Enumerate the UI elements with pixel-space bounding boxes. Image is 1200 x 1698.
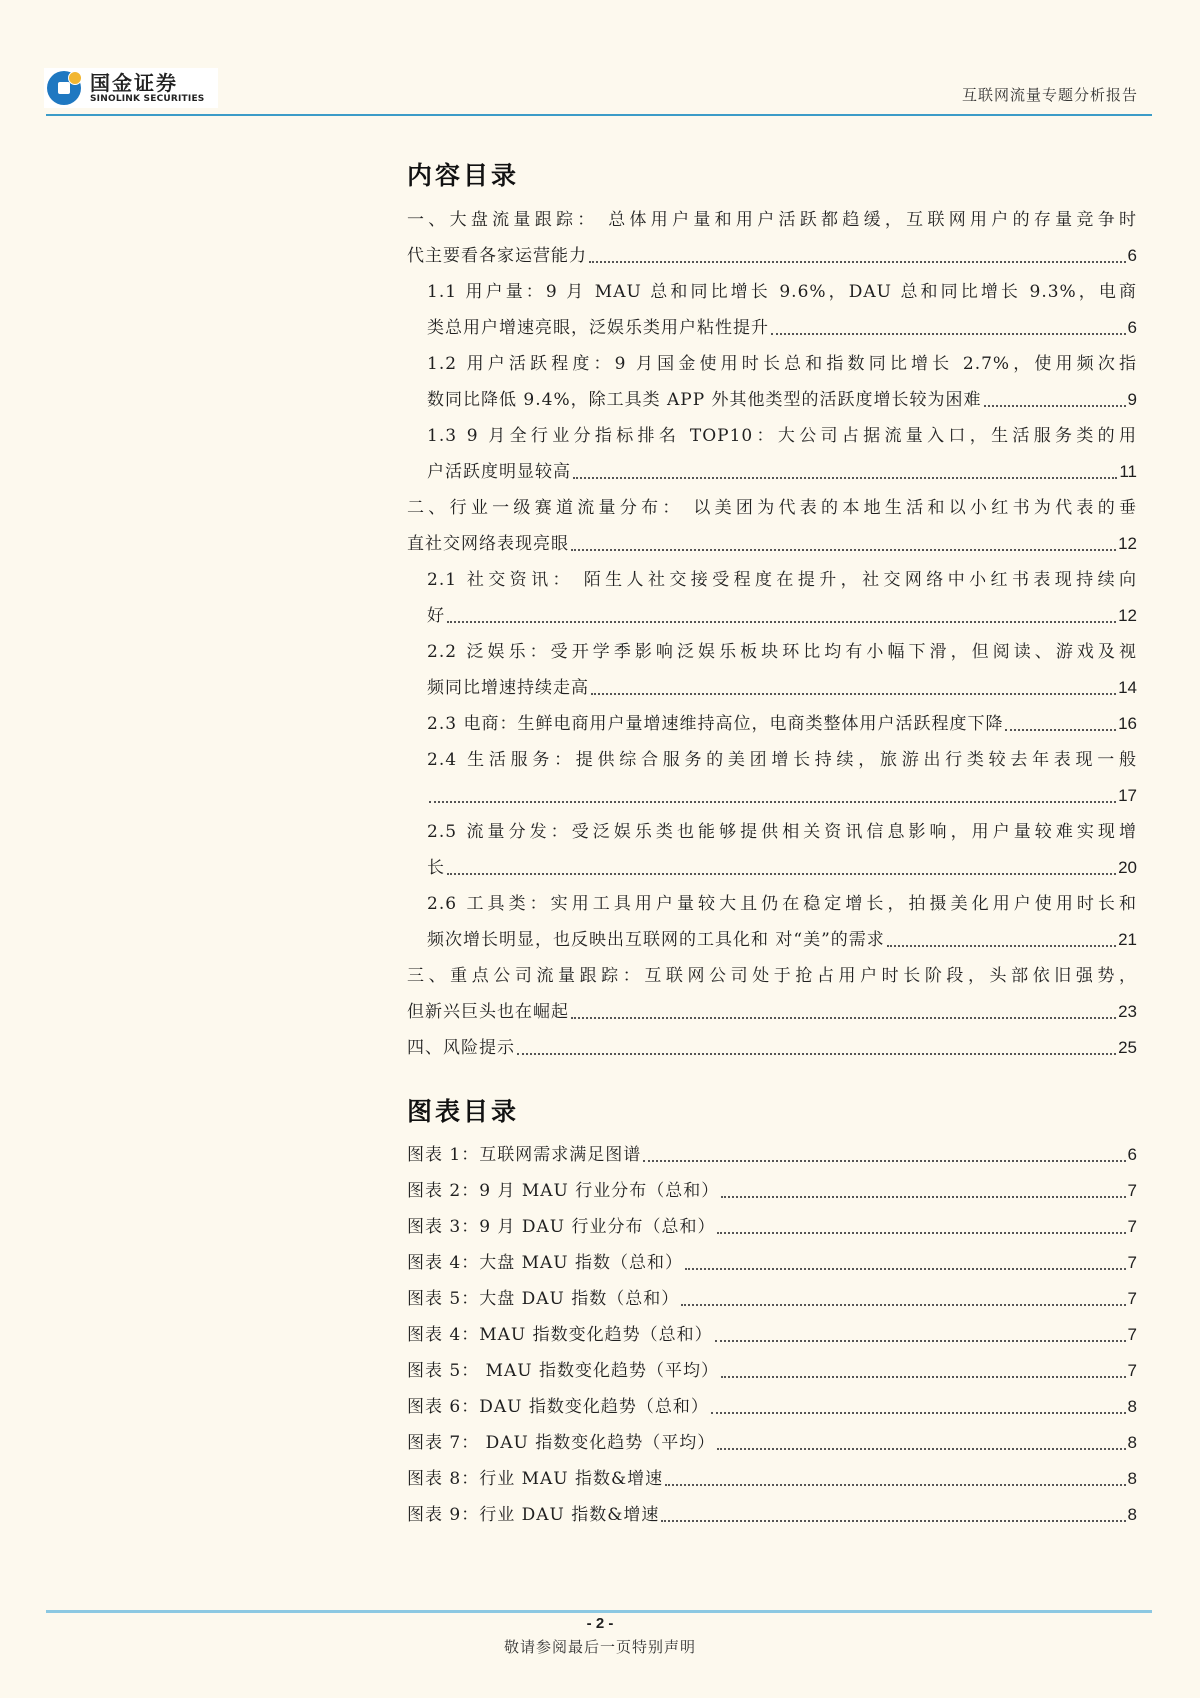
toc-entry-label: 2.3 电商：生鲜电商用户量增速维持高位，电商类整体用户活跃程度下降: [427, 714, 1004, 734]
contents-title: 内容目录: [407, 161, 520, 190]
figure-entry-label: 图表 7： DAU 指数变化趋势（平均）: [407, 1433, 716, 1453]
toc-entry-label: 好: [427, 606, 445, 626]
figures-title: 图表目录: [407, 1097, 520, 1126]
toc-page-number: 20: [1118, 858, 1137, 877]
toc-entry-text[interactable]: [407, 418, 1137, 454]
toc-entry-label: 类总用户增速亮眼，泛娱乐类用户粘性提升: [427, 318, 769, 338]
dot-leader: [643, 1160, 1125, 1162]
figure-entry-label: 图表 4：MAU 指数变化趋势（总和）: [407, 1325, 713, 1345]
figure-entry-label: 图表 8：行业 MAU 指数&增速: [407, 1469, 664, 1489]
company-logo: [44, 68, 218, 108]
toc-page-number: 14: [1118, 678, 1137, 697]
figure-entry-label: 图表 3：9 月 DAU 行业分布（总和）: [407, 1217, 716, 1237]
dot-leader: [573, 477, 1117, 479]
figure-page-number: 7: [1127, 1289, 1137, 1308]
figure-page-number: 7: [1127, 1325, 1137, 1344]
dot-leader: [571, 1017, 1116, 1019]
figure-page-number: 6: [1127, 1145, 1137, 1164]
toc-entry-label: 数同比降低 9.4%，除工具类 APP 外其他类型的活跃度增长较为困难: [427, 390, 982, 410]
toc-entry-label: 2.5 流量分发：受泛娱乐类也能够提供相关资讯信息影响，用户量较难实现增: [427, 822, 1137, 842]
toc-entry-label: 三、重点公司流量跟踪：互联网公司处于抢占用户时长阶段，头部依旧强势，: [407, 966, 1137, 986]
figure-page-number: 8: [1127, 1397, 1137, 1416]
toc-entry-label: 2.1 社交资讯： 陌生人社交接受程度在提升，社交网络中小红书表现持续向: [427, 570, 1137, 590]
table-of-contents: [407, 202, 1137, 1066]
toc-entry-link[interactable]: [407, 670, 1137, 706]
toc-entry-text[interactable]: [407, 742, 1137, 778]
figure-entry-link[interactable]: [407, 1389, 1137, 1425]
toc-entry-label: 直社交网络表现亮眼: [407, 534, 569, 554]
toc-entry-link[interactable]: [407, 994, 1137, 1030]
toc-entry-label: 频同比增速持续走高: [427, 678, 589, 698]
dot-leader: [721, 1376, 1125, 1378]
logo-english-name: SINOLINK SECURITIES: [90, 93, 205, 104]
toc-entry-label: 一、大盘流量跟踪： 总体用户量和用户活跃都趋缓，互联网用户的存量竞争时: [407, 210, 1137, 230]
dot-leader: [1005, 729, 1116, 731]
dot-leader: [591, 693, 1116, 695]
figure-entry-link[interactable]: [407, 1245, 1137, 1281]
toc-page-number: 9: [1127, 390, 1137, 409]
dot-leader: [771, 333, 1126, 335]
toc-entry-link[interactable]: [407, 526, 1137, 562]
figure-entry-link[interactable]: [407, 1425, 1137, 1461]
figure-entry-link[interactable]: [407, 1461, 1137, 1497]
figure-page-number: 7: [1127, 1217, 1137, 1236]
toc-entry-label: 1.1 用户量：9 月 MAU 总和同比增长 9.6%，DAU 总和同比增长 9.3%，电商: [427, 282, 1137, 302]
dot-leader: [429, 801, 1116, 803]
toc-page-number: 6: [1127, 318, 1137, 337]
toc-entry-link[interactable]: [407, 706, 1137, 742]
figure-page-number: 7: [1127, 1181, 1137, 1200]
page-number: - 2 -: [586, 1615, 614, 1632]
sinolink-logo-icon: [46, 69, 84, 107]
toc-entry-link[interactable]: [407, 598, 1137, 634]
toc-entry-link[interactable]: [407, 850, 1137, 886]
figure-entry-label: 图表 2：9 月 MAU 行业分布（总和）: [407, 1181, 720, 1201]
header-divider: [46, 114, 1152, 116]
toc-page-number: 17: [1118, 786, 1137, 805]
toc-entry-link[interactable]: [407, 238, 1137, 274]
figure-page-number: 8: [1127, 1505, 1137, 1524]
toc-entry-text[interactable]: [407, 274, 1137, 310]
toc-entry-link[interactable]: [407, 778, 1137, 814]
figure-entry-label: 图表 6：DAU 指数变化趋势（总和）: [407, 1397, 709, 1417]
toc-page-number: 6: [1127, 246, 1137, 265]
toc-entry-label: 2.4 生活服务：提供综合服务的美团增长持续，旅游出行类较去年表现一般: [427, 750, 1137, 770]
toc-page-number: 16: [1118, 714, 1137, 733]
figure-page-number: 7: [1127, 1253, 1137, 1272]
toc-page-number: 25: [1118, 1038, 1137, 1057]
figure-entry-link[interactable]: [407, 1137, 1137, 1173]
toc-entry-label: 1.3 9 月全行业分指标排名 TOP10：大公司占据流量入口，生活服务类的用: [427, 426, 1137, 446]
footer-divider: [46, 1610, 1152, 1613]
toc-entry-text[interactable]: [407, 346, 1137, 382]
toc-entry-label: 但新兴巨头也在崛起: [407, 1002, 569, 1022]
figure-entry-label: 图表 5： MAU 指数变化趋势（平均）: [407, 1361, 720, 1381]
dot-leader: [717, 1448, 1125, 1450]
figure-entry-label: 图表 5：大盘 DAU 指数（总和）: [407, 1289, 680, 1309]
dot-leader: [661, 1520, 1125, 1522]
figure-entry-link[interactable]: [407, 1281, 1137, 1317]
toc-page-number: 12: [1118, 606, 1137, 625]
figure-page-number: 8: [1127, 1469, 1137, 1488]
disclaimer: 敬请参阅最后一页特别声明: [503, 1638, 696, 1656]
toc-entry-text[interactable]: [407, 490, 1137, 526]
dot-leader: [721, 1196, 1125, 1198]
toc-page-number: 11: [1119, 462, 1137, 481]
toc-entry-label: 1.2 用户活跃程度：9 月国金使用时长总和指数同比增长 2.7%，使用频次指: [427, 354, 1137, 374]
toc-entry-text[interactable]: [407, 562, 1137, 598]
figure-page-number: 8: [1127, 1433, 1137, 1452]
figure-entry-label: 图表 1：互联网需求满足图谱: [407, 1145, 642, 1165]
figure-entry-link[interactable]: [407, 1209, 1137, 1245]
toc-entry-label: 四、风险提示: [407, 1038, 515, 1058]
logo-chinese-name: 国金证券: [90, 70, 178, 95]
toc-entry-label: 代主要看各家运营能力: [407, 246, 587, 266]
toc-entry-text[interactable]: [407, 958, 1137, 994]
dot-leader: [517, 1053, 1116, 1055]
dot-leader: [447, 873, 1116, 875]
toc-page-number: 21: [1118, 930, 1137, 949]
toc-entry-link[interactable]: [407, 922, 1137, 958]
toc-entry-label: 户活跃度明显较高: [427, 462, 571, 482]
figure-entry-label: 图表 9：行业 DAU 指数&增速: [407, 1505, 660, 1525]
dot-leader: [984, 405, 1126, 407]
dot-leader: [887, 945, 1116, 947]
toc-entry-label: 二、行业一级赛道流量分布： 以美团为代表的本地生活和以小红书为代表的垂: [407, 498, 1137, 518]
toc-entry-link[interactable]: [407, 454, 1137, 490]
dot-leader: [447, 621, 1116, 623]
figure-page-number: 7: [1127, 1361, 1137, 1380]
toc-entry-label: 频次增长明显，也反映出互联网的工具化和 对“美”的需求: [427, 930, 885, 950]
list-of-figures: [407, 1137, 1137, 1533]
figure-entry-link[interactable]: [407, 1317, 1137, 1353]
toc-page-number: 12: [1118, 534, 1137, 553]
dot-leader: [681, 1304, 1125, 1306]
toc-entry-link[interactable]: [407, 382, 1137, 418]
dot-leader: [715, 1340, 1126, 1342]
toc-entry-label: 2.2 泛娱乐：受开学季影响泛娱乐板块环比均有小幅下滑，但阅读、游戏及视: [427, 642, 1137, 662]
dot-leader: [665, 1484, 1125, 1486]
report-title: 互联网流量专题分析报告: [961, 86, 1138, 104]
toc-entry-text[interactable]: [407, 886, 1137, 922]
toc-entry-label: 长: [427, 858, 445, 878]
dot-leader: [717, 1232, 1125, 1234]
dot-leader: [685, 1268, 1125, 1270]
dot-leader: [589, 261, 1126, 263]
figure-entry-link[interactable]: [407, 1173, 1137, 1209]
figure-entry-link[interactable]: [407, 1353, 1137, 1389]
toc-page-number: 23: [1118, 1002, 1137, 1021]
toc-entry-text[interactable]: [407, 202, 1137, 238]
toc-entry-text[interactable]: [407, 814, 1137, 850]
toc-entry-label: 2.6 工具类：实用工具用户量较大且仍在稳定增长，拍摄美化用户使用时长和: [427, 894, 1137, 914]
figure-entry-link[interactable]: [407, 1497, 1137, 1533]
toc-entry-link[interactable]: [407, 310, 1137, 346]
dot-leader: [571, 549, 1116, 551]
toc-entry-link[interactable]: [407, 1030, 1137, 1066]
dot-leader: [711, 1412, 1126, 1414]
toc-entry-text[interactable]: [407, 634, 1137, 670]
figure-entry-label: 图表 4：大盘 MAU 指数（总和）: [407, 1253, 684, 1273]
